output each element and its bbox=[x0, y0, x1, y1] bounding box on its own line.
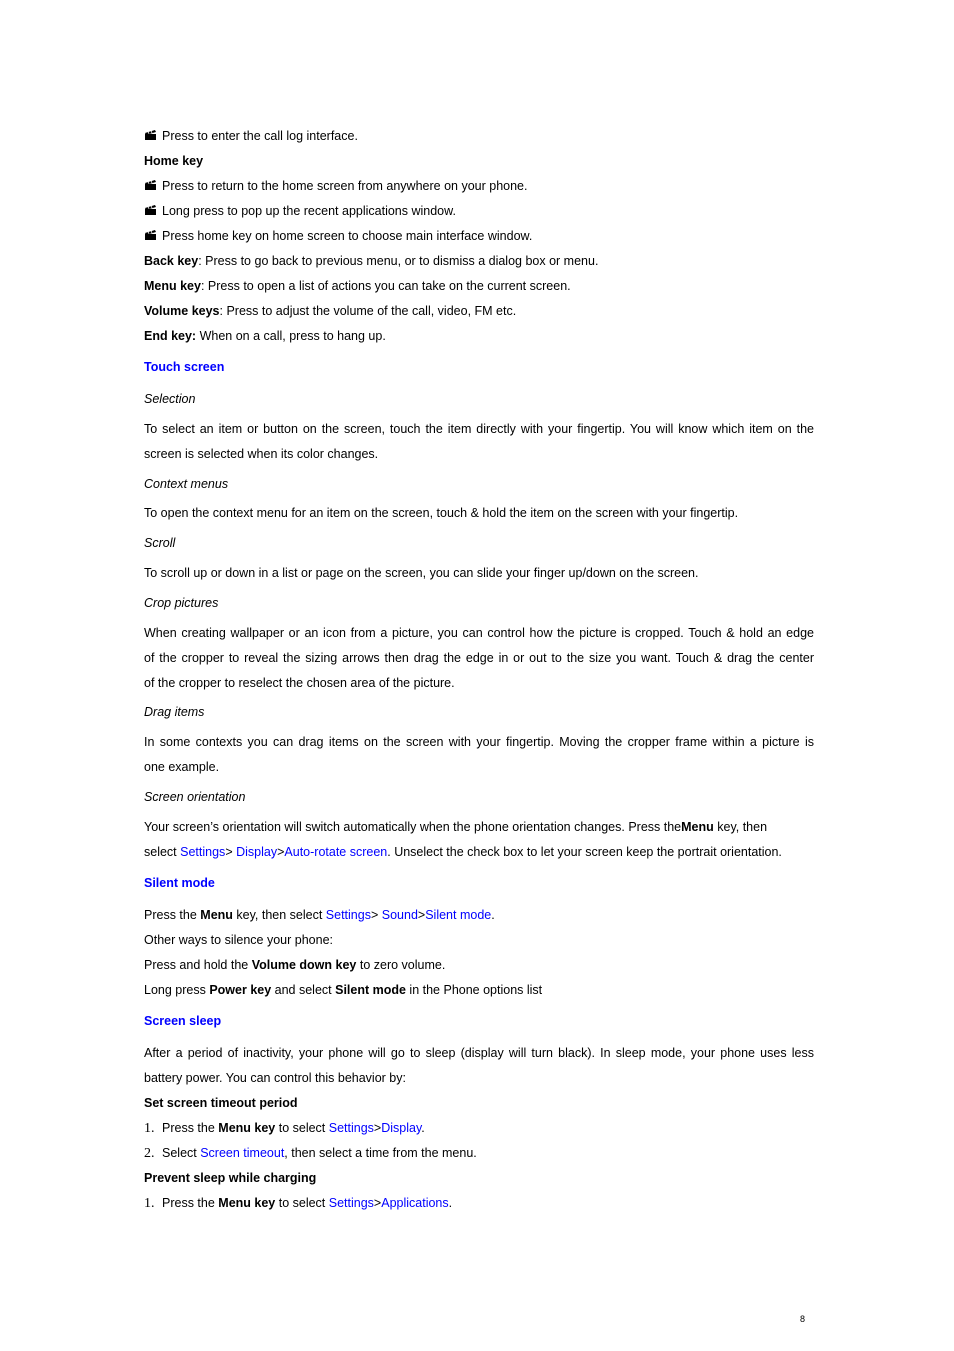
selection-title: Selection bbox=[144, 392, 196, 406]
scroll-title: Scroll bbox=[144, 536, 176, 550]
crop-pictures-title: Crop pictures bbox=[144, 596, 219, 610]
display-link[interactable]: Display bbox=[236, 845, 278, 859]
home-key-item: Long press to pop up the recent applications window. bbox=[144, 204, 814, 219]
scroll-paragraph: To scroll up or down in a list or page on the screen, you can slide your finger up/down on the screen. bbox=[144, 566, 699, 580]
silent-mode-paragraph: Other ways to silence your phone: bbox=[144, 933, 333, 947]
menu-key-line: Menu key: Press to open a list of actions you can take on the current screen. bbox=[144, 279, 571, 293]
home-key-item: Press to return to the home screen from anywhere on your phone. bbox=[144, 179, 814, 194]
drag-items-paragraph: one example. bbox=[144, 760, 220, 774]
context-menus-paragraph: To open the context menu for an item on the screen, touch & hold the item on the screen with your fingertip. bbox=[144, 506, 739, 520]
screen-sleep-paragraph: After a period of inactivity, your phone will go to sleep (display will turn black). In sleep mode, your phone uses less bbox=[144, 1046, 814, 1060]
silent-mode-paragraph: Press the Menu key, then select Settings> Sound>Silent mode. bbox=[144, 908, 495, 922]
clapperboard-icon bbox=[144, 130, 158, 141]
call-log-line: Press to enter the call log interface. bbox=[144, 129, 814, 144]
screen-orientation-paragraph: select Settings> Display>Auto-rotate screen. Unselect the check box to let your screen keep the portrait orientation. bbox=[144, 845, 782, 859]
screen-sleep-paragraph: battery power. You can control this behavior by: bbox=[144, 1071, 406, 1085]
context-menus-title: Context menus bbox=[144, 477, 229, 491]
screen-orientation-paragraph: Your screen’s orientation will switch automatically when the phone orientation changes. Press theMenu key, then bbox=[144, 820, 768, 834]
home-key-item: Press home key on home screen to choose main interface window. bbox=[144, 229, 814, 244]
page-number: 8 bbox=[800, 1314, 806, 1324]
set-timeout-title: Set screen timeout period bbox=[144, 1096, 298, 1110]
settings-link[interactable]: Settings bbox=[328, 1196, 374, 1210]
settings-link[interactable]: Settings bbox=[325, 908, 371, 922]
charging-step: 1. Press the Menu key to select Settings>Applications. bbox=[144, 1196, 453, 1211]
display-link[interactable]: Display bbox=[381, 1121, 422, 1135]
sound-link[interactable]: Sound bbox=[381, 908, 418, 922]
home-key-title: Home key bbox=[144, 154, 204, 168]
selection-paragraph: To select an item or button on the screen, touch the item directly with your fingertip. You will know which item on the bbox=[144, 422, 814, 436]
touch-screen-heading: Touch screen bbox=[144, 360, 225, 374]
clapperboard-icon bbox=[144, 180, 158, 191]
screen-sleep-heading: Screen sleep bbox=[144, 1014, 222, 1028]
timeout-step: 1. Press the Menu key to select Settings>Display. bbox=[144, 1121, 425, 1136]
silent-mode-paragraph: Long press Power key and select Silent mode in the Phone options list bbox=[144, 983, 543, 997]
clapperboard-icon bbox=[144, 205, 158, 216]
crop-pictures-paragraph: of the cropper to reselect the chosen area of the picture. bbox=[144, 676, 455, 690]
silent-mode-paragraph: Press and hold the Volume down key to zero volume. bbox=[144, 958, 446, 972]
silent-mode-link[interactable]: Silent mode bbox=[425, 908, 492, 922]
selection-paragraph: screen is selected when its color changes. bbox=[144, 447, 379, 461]
auto-rotate-screen-link[interactable]: Auto-rotate screen bbox=[284, 845, 388, 859]
settings-link[interactable]: Settings bbox=[328, 1121, 374, 1135]
drag-items-paragraph: In some contexts you can drag items on the screen with your fingertip. Moving the cropper frame within a picture is bbox=[144, 735, 814, 749]
clapperboard-icon bbox=[144, 230, 158, 241]
volume-keys-line: Volume keys: Press to adjust the volume of the call, video, FM etc. bbox=[144, 304, 517, 318]
crop-pictures-paragraph: When creating wallpaper or an icon from a picture, you can control how the picture is cropped. Touch & hold an edge bbox=[144, 626, 814, 640]
prevent-sleep-title: Prevent sleep while charging bbox=[144, 1171, 317, 1185]
screen-orientation-title: Screen orientation bbox=[144, 790, 246, 804]
drag-items-title: Drag items bbox=[144, 705, 205, 719]
back-key-line: Back key: Press to go back to previous menu, or to dismiss a dialog box or menu. bbox=[144, 254, 599, 268]
screen-timeout-link[interactable]: Screen timeout bbox=[200, 1146, 285, 1160]
crop-pictures-paragraph: of the cropper to reveal the sizing arrows then drag the edge in or out to the size you want. Touch & drag the center bbox=[144, 651, 814, 665]
silent-mode-heading: Silent mode bbox=[144, 876, 215, 890]
applications-link[interactable]: Applications bbox=[381, 1196, 449, 1210]
timeout-step: 2. Select Screen timeout, then select a time from the menu. bbox=[144, 1146, 477, 1161]
settings-link[interactable]: Settings bbox=[180, 845, 226, 859]
end-key-line: End key: When on a call, press to hang up. bbox=[144, 329, 386, 343]
